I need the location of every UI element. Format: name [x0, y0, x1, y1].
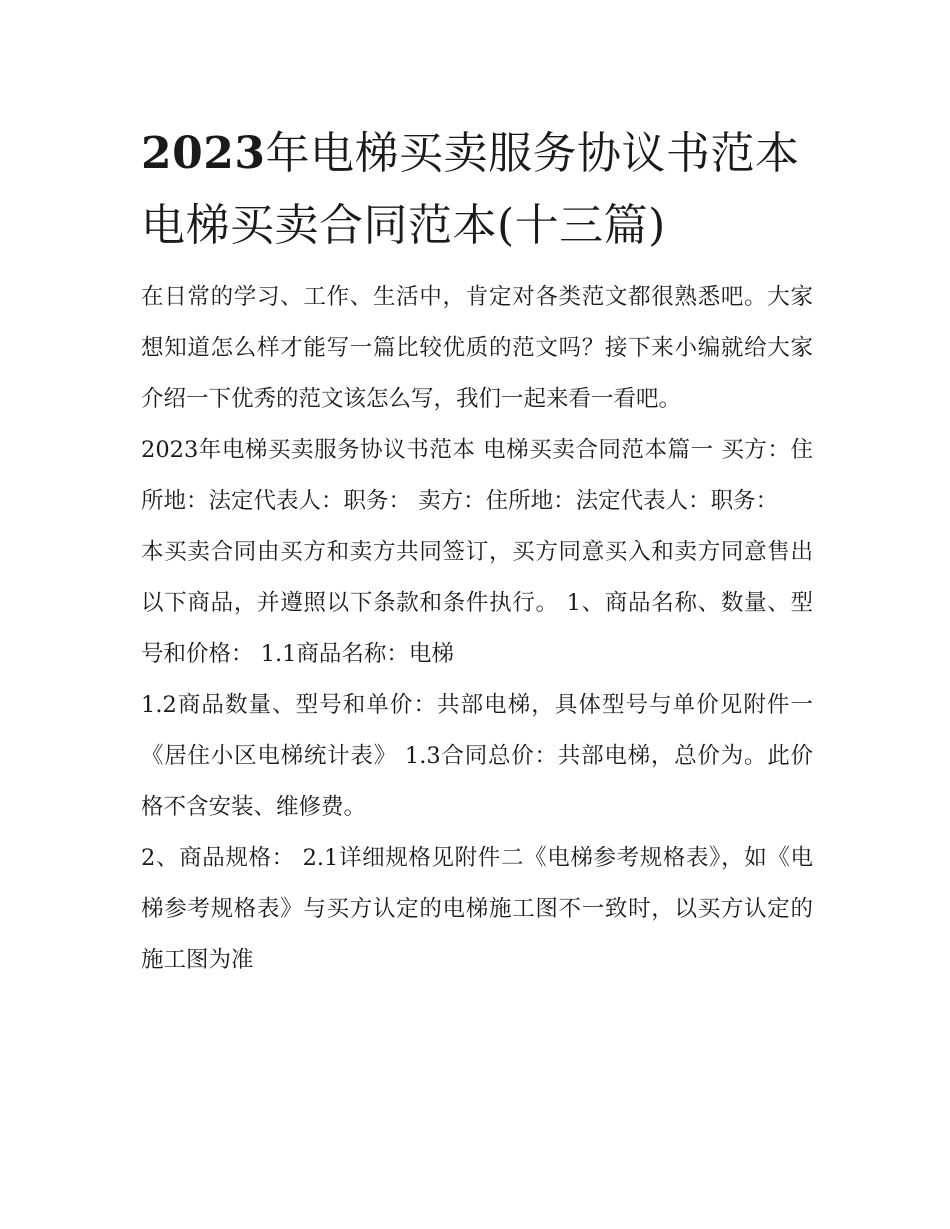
parties-paragraph: 2023年电梯买卖服务协议书范本 电梯买卖合同范本篇一 买方：住所地：法定代表人：职务： 卖方：住所地：法定代表人：职务： [141, 437, 813, 514]
intro-paragraph: 在日常的学习、工作、生活中，肯定对各类范文都很熟悉吧。大家想知道怎么样才能写一篇比较优质的范文吗？接下来小编就给大家介绍一下优秀的范文该怎么写，我们一起来看一看吧。 [141, 284, 813, 412]
agreement-paragraph: 本买卖合同由买方和卖方共同签订，买方同意买入和卖方同意售出以下商品，并遵照以下条款和条件执行。 1、商品名称、数量、型号和价格： 1.1商品名称：电梯 [141, 539, 813, 667]
quantity-price-paragraph: 1.2商品数量、型号和单价：共部电梯，具体型号与单价见附件一《居住小区电梯统计表》 1.3合同总价：共部电梯，总价为。此价格不含安装、维修费。 [141, 692, 813, 820]
document-title [141, 118, 813, 262]
title-text: 年电梯买卖服务协议书范本 电梯买卖合同范本(十三篇) [141, 128, 800, 251]
title-year: 2023 [141, 128, 266, 179]
document-page [141, 118, 813, 986]
specification-paragraph: 2、商品规格： 2.1详细规格见附件二《电梯参考规格表》，如《电梯参考规格表》与买方认定的电梯施工图不一致时，以买方认定的施工图为准 [141, 845, 813, 973]
